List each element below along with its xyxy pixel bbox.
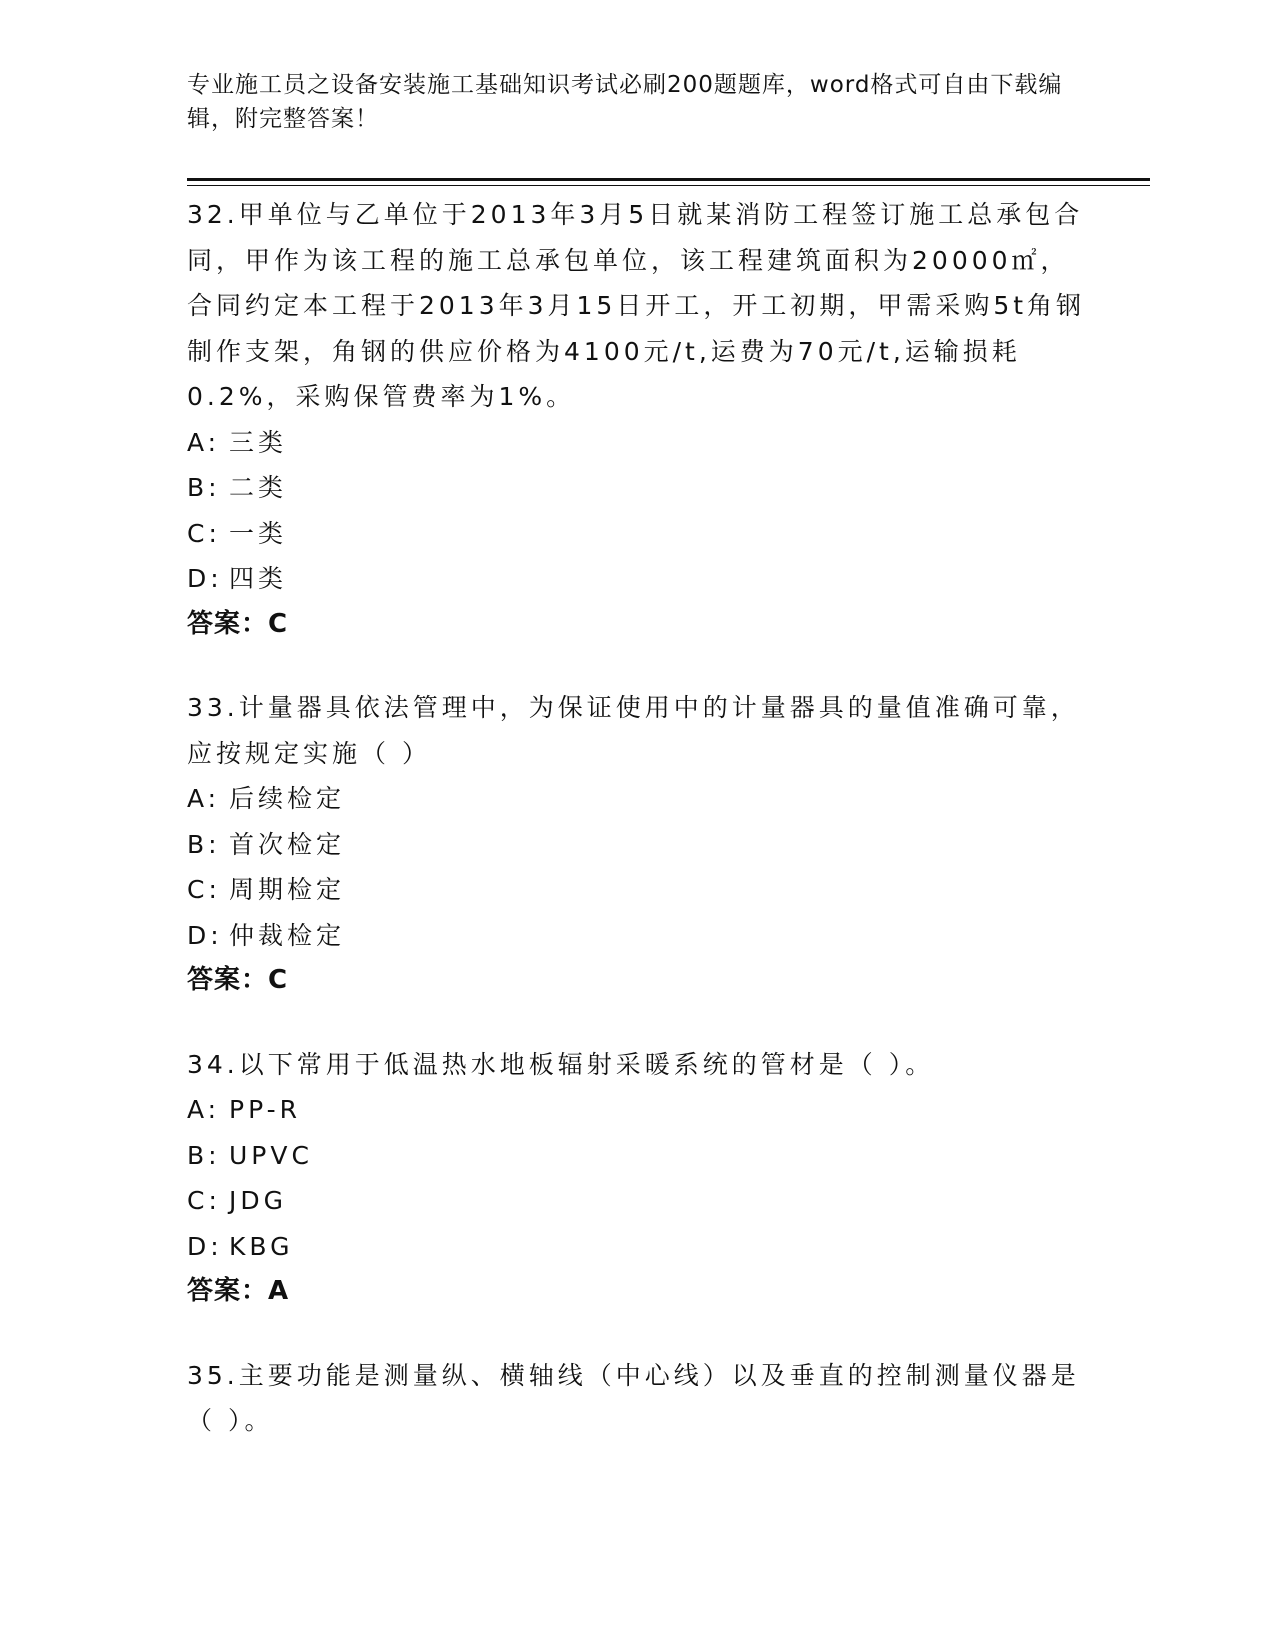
option-key: B: [187,1140,221,1170]
option-key: B: [187,473,221,502]
option-key: C: [187,518,221,548]
question-33 [187,685,1087,1004]
option-key: A: [187,427,221,457]
option-d [187,1224,1087,1270]
option-key: D: [187,1231,223,1261]
option-text: PP-R [229,1095,301,1124]
question-list [187,192,1087,1482]
option-a [187,1087,1087,1133]
option-c [187,511,1087,557]
option-text: 一类 [229,518,288,548]
option-text: KBG [229,1231,294,1261]
answer-label: 答案：C [187,608,289,639]
option-a [187,776,1087,822]
option-text: UPVC [229,1140,313,1170]
header-divider-thick [187,178,1150,181]
option-text: 仲裁检定 [229,920,346,950]
document-header [187,68,1087,136]
option-key: D: [187,564,223,593]
header-title: 专业施工员之设备安装施工基础知识考试必刷200题题库，word格式可自由下载编辑，附完整答案！ [187,72,1063,132]
option-key: C: [187,1186,221,1215]
question-35 [187,1353,1087,1444]
question-32 [187,192,1087,647]
option-a [187,420,1087,466]
option-text: 首次检定 [229,829,346,859]
option-key: D: [187,920,223,950]
option-key: A: [187,784,221,813]
option-text: 四类 [229,564,288,593]
option-text: 后续检定 [229,784,346,813]
question-stem: 35.主要功能是测量纵、横轴线（中心线）以及垂直的控制测量仪器是（ ）。 [187,1360,1080,1435]
option-text: 三类 [229,427,288,457]
question-stem: 32.甲单位与乙单位于2013年3月5日就某消防工程签订施工总承包合同，甲作为该工程的施工总承包单位，该工程建筑面积为20000㎡，合同约定本工程于2013年3月15日开工，开工初期，甲需采购5t角钢制作支架，角钢的供应价格为4100元/t,运费为70元/t,运输损耗0.2%，采购保管费率为1%。 [187,200,1086,411]
question-stem: 34.以下常用于低温热水地板辐射采暖系统的管材是（ ）。 [187,1049,935,1079]
question-stem: 33.计量器具依法管理中，为保证使用中的计量器具的量值准确可靠，应按规定实施（ ） [187,693,1080,768]
question-34 [187,1042,1087,1315]
option-b [187,465,1087,511]
option-c [187,867,1087,913]
option-text: 周期检定 [229,875,346,904]
option-text: JDG [229,1186,287,1215]
option-d [187,556,1087,602]
option-key: C: [187,875,221,904]
answer-label: 答案：A [187,1276,290,1306]
option-c [187,1178,1087,1224]
option-d [187,913,1087,959]
header-divider-thin [187,185,1150,186]
option-b [187,1133,1087,1179]
option-key: B: [187,829,221,859]
option-b [187,822,1087,868]
option-text: 二类 [229,473,288,502]
option-key: A: [187,1095,221,1124]
answer-label: 答案：C [187,965,289,995]
